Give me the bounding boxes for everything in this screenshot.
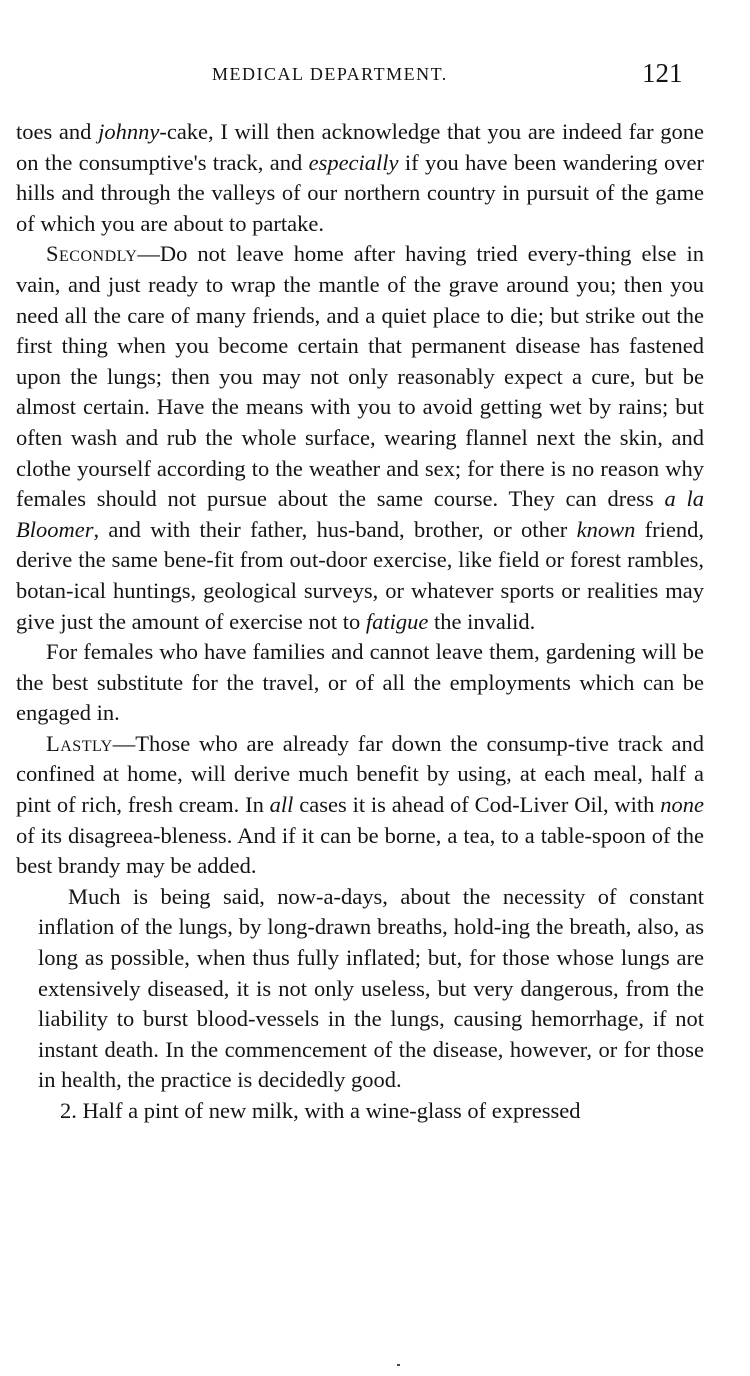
paragraph-continuation bbox=[16, 117, 704, 239]
text-run: friend, derive the same bene-fit from out-door exercise, like field or forest rambles, botan-ical huntings, geological surveys, or whatever sports or realities may give just the amount of exercise not to bbox=[16, 516, 704, 634]
text-run: if you have been wandering over hills and through the valleys of our northern country in pursuit of the game of which you are about to partake. bbox=[16, 149, 704, 236]
text-run: toes and bbox=[16, 119, 99, 144]
text-run: —Do not leave home after having tried every-thing else in vain, and just ready to wrap the mantle of the grave around you; then you need all the care of many friends, and a quiet place to die; but strike out the first thing when you become certain that permanent disease has fastened upon the lungs; then you may not only reasonably expect a cure, but be almost certain. Have the means with you to avoid getting wet by rains; but often wash and rub the whole surface, wearing flannel next the skin, and clothe yourself according to the weather and sex; for there is no reason why females should not pursue about the same course. They can dress bbox=[16, 241, 704, 512]
italic-text: especially bbox=[308, 149, 399, 175]
text-run: For females who have families and cannot leave them, gardening will be the best substitute for the travel, or of all the employments which can be engaged in. bbox=[16, 639, 704, 726]
text-run: of its disagreea-bleness. And if it can be borne, a tea, to a table-spoon of the best brandy may be added. bbox=[16, 822, 704, 879]
text-run: cases it is ahead of Cod-Liver Oil, with bbox=[293, 792, 661, 818]
text-run: 2. Half a pint of new milk, with a wine-glass of expressed bbox=[60, 1098, 581, 1123]
printer-mark bbox=[397, 1364, 400, 1366]
page-header bbox=[0, 58, 750, 98]
italic-text: all bbox=[269, 792, 294, 818]
text-run: Much is being said, now-a-days, about the necessity of constant inflation of the lungs, by long-drawn breaths, hold-ing the breath, also, as long as possible, when thus fully inflated; but, for those whose lungs are extensively diseased, it is not only useless, but very dangerous, from the liability to burst blood-vessels in the lungs, causing hemorrhage, if not instant death. In the commencement of the disease, however, or for those in health, the practice is decidedly good. bbox=[38, 883, 704, 1093]
paragraph-inflation bbox=[38, 882, 704, 1096]
italic-text: a la Bloomer bbox=[16, 486, 704, 542]
page-number: 121 bbox=[642, 58, 683, 88]
text-run: —Those who are already far down the consump-tive track and confined at home, will derive much benefit by using, at each meal, half a pint of rich, fresh cream. In bbox=[16, 730, 704, 818]
paragraph-lastly bbox=[16, 729, 704, 882]
paragraph-females bbox=[16, 637, 704, 729]
running-head: MEDICAL DEPARTMENT. bbox=[212, 64, 448, 84]
text-run: -cake, I will then acknowledge that you are indeed far gone on the consumptive's track, and bbox=[16, 119, 704, 175]
section-lead-lastly: Lastly bbox=[46, 730, 113, 756]
italic-text: none bbox=[660, 792, 704, 818]
body-text bbox=[16, 117, 704, 1127]
italic-text: fatigue bbox=[365, 608, 429, 634]
section-lead-secondly: Secondly bbox=[46, 241, 138, 267]
text-run: the invalid. bbox=[428, 608, 536, 634]
paragraph-secondly bbox=[16, 239, 704, 637]
italic-text: known bbox=[576, 516, 636, 542]
paragraph-item-2 bbox=[38, 1096, 704, 1127]
italic-text: johnny bbox=[98, 119, 160, 144]
text-run: , and with their father, hus-band, brother, or other bbox=[93, 516, 577, 542]
